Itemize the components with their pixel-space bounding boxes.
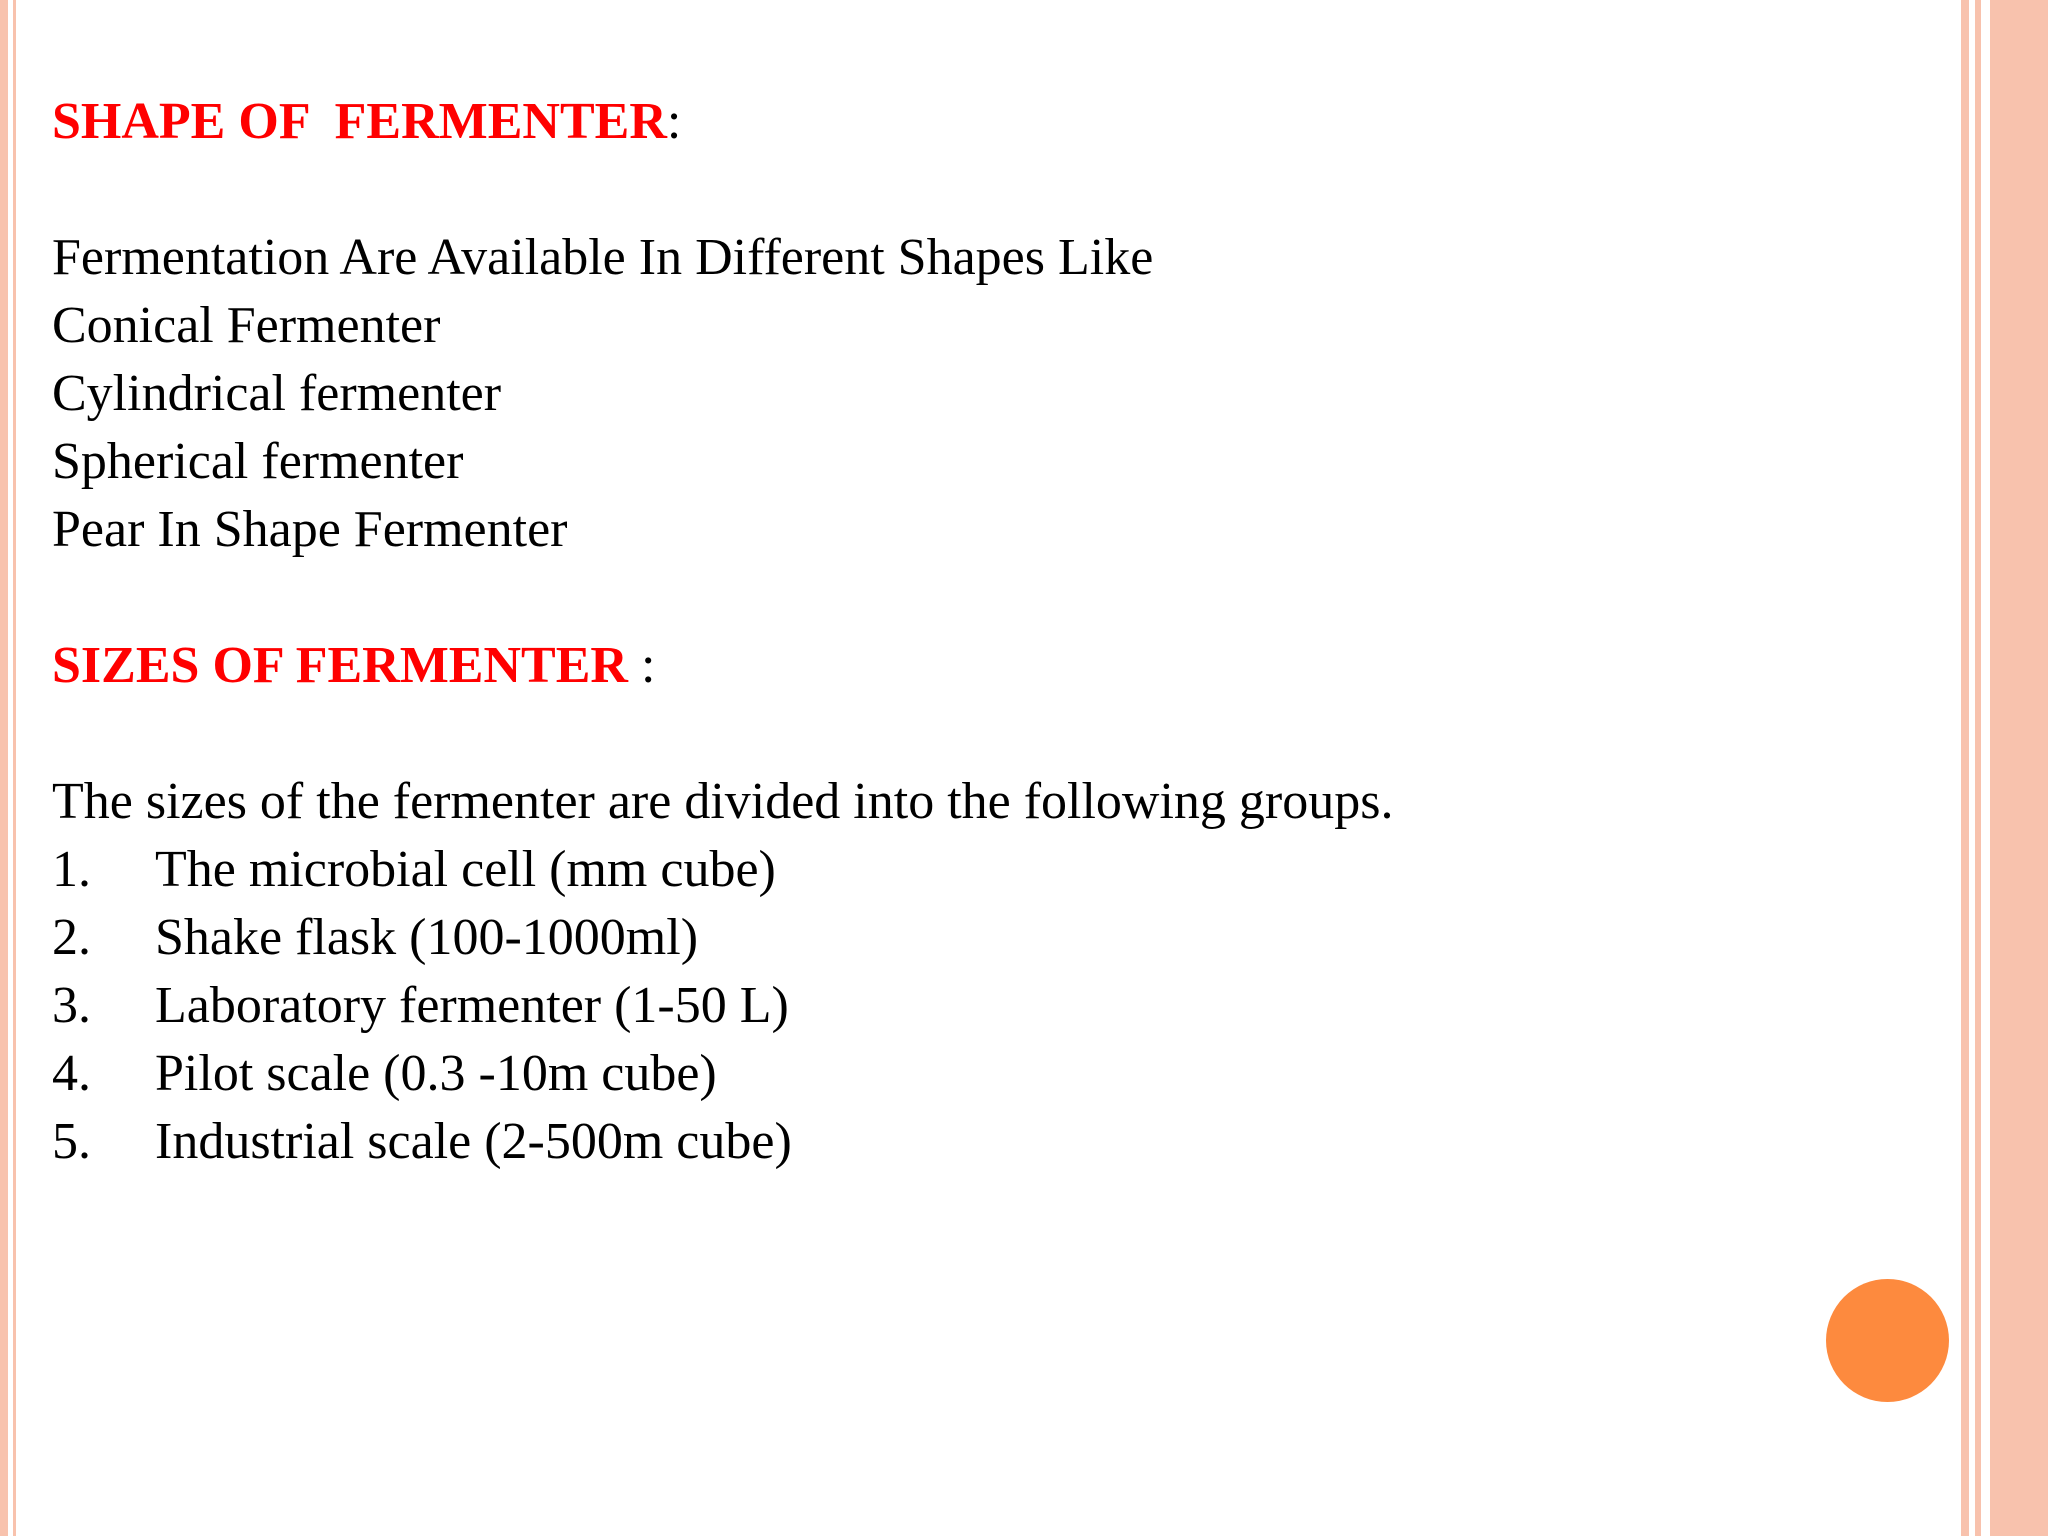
right-border-line-inner (1975, 0, 1981, 1536)
size-list-text: Shake flask (100-1000ml) (155, 909, 699, 966)
heading-shape-of-fermenter (52, 88, 1932, 156)
spacer (52, 564, 1932, 632)
heading-sizes-text: SIZES OF FERMENTER (52, 637, 628, 694)
size-list-text: Laboratory fermenter (1-50 L) (155, 977, 789, 1034)
shape-item: Spherical fermenter (52, 433, 464, 490)
shape-item: Pear In Shape Fermenter (52, 501, 568, 558)
heading-sizes-colon: : (627, 637, 656, 694)
size-list-item (52, 972, 1932, 1040)
spacer (52, 156, 1932, 224)
heading-shape-text: SHAPE OF FERMENTER (52, 93, 667, 150)
right-border-line (1961, 0, 1969, 1536)
size-list-text: The microbial cell (mm cube) (155, 841, 776, 898)
size-list-number: 5. (52, 1113, 91, 1170)
size-list-number: 1. (52, 841, 91, 898)
size-list-item (52, 1040, 1932, 1108)
size-list-text: Pilot scale (0.3 -10m cube) (155, 1045, 717, 1102)
left-border-line (13, 0, 16, 1536)
shape-item: Cylindrical fermenter (52, 365, 502, 422)
slide-content (52, 88, 1932, 1176)
heading-sizes-of-fermenter (52, 632, 1932, 700)
size-list-text: Industrial scale (2-500m cube) (155, 1113, 792, 1170)
size-list-item (52, 836, 1932, 904)
spacer (52, 700, 1932, 768)
heading-shape-colon: : (666, 93, 682, 150)
shape-item: Conical Fermenter (52, 297, 441, 354)
size-list-item (52, 904, 1932, 972)
left-border-strip (0, 0, 8, 1536)
shapes-intro: Fermentation Are Available In Different Shapes Like (52, 229, 1154, 286)
accent-circle (1826, 1279, 1949, 1402)
size-list-number: 3. (52, 977, 91, 1034)
size-list-item (52, 1108, 1932, 1176)
size-list-number: 4. (52, 1045, 91, 1102)
right-border-strip (1990, 0, 2048, 1536)
sizes-intro: The sizes of the fermenter are divided into the following groups. (52, 773, 1394, 830)
size-list-number: 2. (52, 909, 91, 966)
